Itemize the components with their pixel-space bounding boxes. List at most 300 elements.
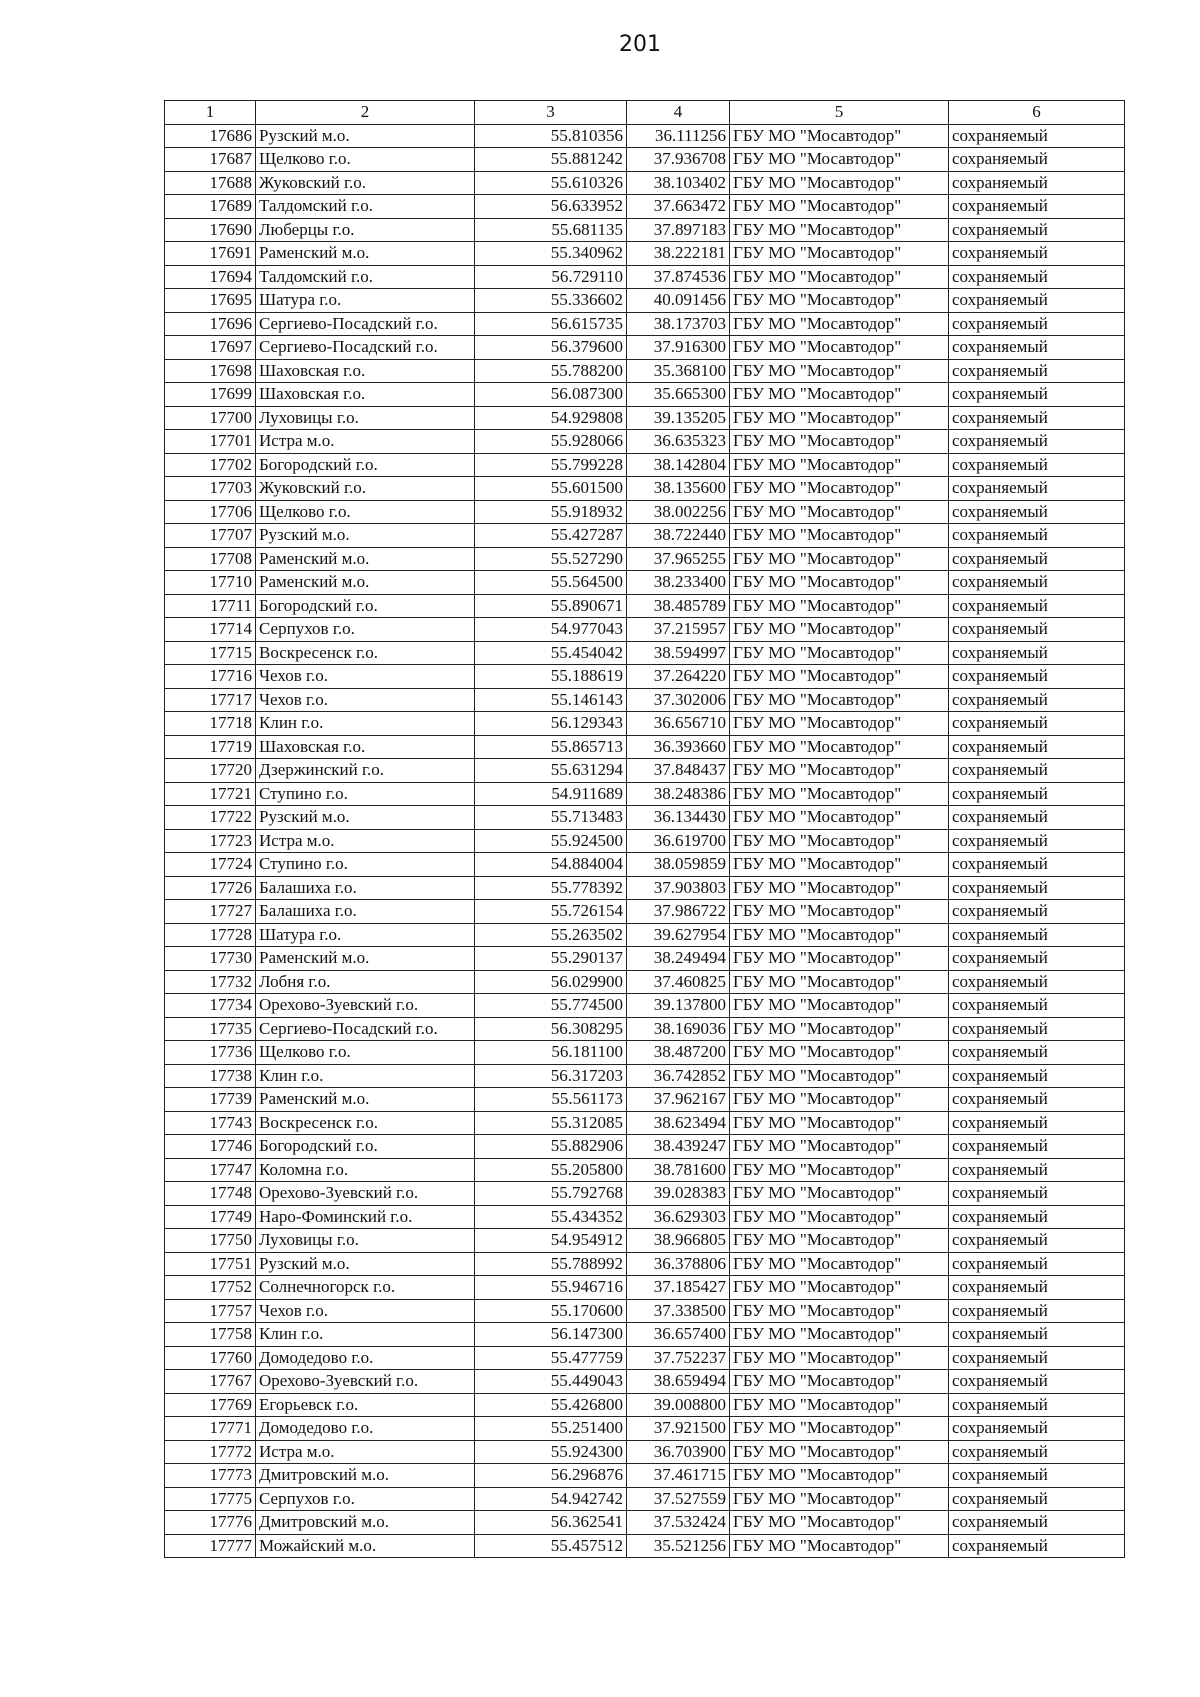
cell-latitude: 55.681135 bbox=[475, 218, 627, 242]
cell-municipality: Балашиха г.о. bbox=[256, 900, 475, 924]
cell-status: сохраняемый bbox=[949, 641, 1125, 665]
cell-longitude: 36.111256 bbox=[627, 124, 730, 148]
cell-organization: ГБУ МО "Мосавтодор" bbox=[730, 1205, 949, 1229]
cell-longitude: 37.903803 bbox=[627, 876, 730, 900]
cell-organization: ГБУ МО "Мосавтодор" bbox=[730, 712, 949, 736]
cell-municipality: Щелково г.о. bbox=[256, 148, 475, 172]
cell-longitude: 38.659494 bbox=[627, 1370, 730, 1394]
cell-status: сохраняемый bbox=[949, 1346, 1125, 1370]
cell-number: 17738 bbox=[165, 1064, 256, 1088]
cell-latitude: 56.181100 bbox=[475, 1041, 627, 1065]
cell-municipality: Сергиево-Посадский г.о. bbox=[256, 336, 475, 360]
cell-longitude: 37.936708 bbox=[627, 148, 730, 172]
cell-status: сохраняемый bbox=[949, 900, 1125, 924]
cell-organization: ГБУ МО "Мосавтодор" bbox=[730, 524, 949, 548]
cell-longitude: 37.663472 bbox=[627, 195, 730, 219]
cell-latitude: 55.263502 bbox=[475, 923, 627, 947]
cell-longitude: 38.487200 bbox=[627, 1041, 730, 1065]
cell-municipality: Шаховская г.о. bbox=[256, 735, 475, 759]
cell-number: 17688 bbox=[165, 171, 256, 195]
cell-status: сохраняемый bbox=[949, 195, 1125, 219]
cell-longitude: 36.657400 bbox=[627, 1323, 730, 1347]
table-row bbox=[165, 782, 1125, 806]
cell-number: 17739 bbox=[165, 1088, 256, 1112]
cell-latitude: 55.924300 bbox=[475, 1440, 627, 1464]
cell-status: сохраняемый bbox=[949, 571, 1125, 595]
cell-municipality: Богородский г.о. bbox=[256, 453, 475, 477]
cell-organization: ГБУ МО "Мосавтодор" bbox=[730, 1111, 949, 1135]
cell-organization: ГБУ МО "Мосавтодор" bbox=[730, 477, 949, 501]
cell-longitude: 37.752237 bbox=[627, 1346, 730, 1370]
cell-number: 17690 bbox=[165, 218, 256, 242]
cell-status: сохраняемый bbox=[949, 336, 1125, 360]
cell-longitude: 36.619700 bbox=[627, 829, 730, 853]
cell-organization: ГБУ МО "Мосавтодор" bbox=[730, 1464, 949, 1488]
cell-organization: ГБУ МО "Мосавтодор" bbox=[730, 1017, 949, 1041]
cell-latitude: 54.977043 bbox=[475, 618, 627, 642]
table-row bbox=[165, 1229, 1125, 1253]
cell-organization: ГБУ МО "Мосавтодор" bbox=[730, 618, 949, 642]
cell-organization: ГБУ МО "Мосавтодор" bbox=[730, 124, 949, 148]
cell-latitude: 55.792768 bbox=[475, 1182, 627, 1206]
cell-organization: ГБУ МО "Мосавтодор" bbox=[730, 876, 949, 900]
cell-organization: ГБУ МО "Мосавтодор" bbox=[730, 1088, 949, 1112]
cell-latitude: 55.205800 bbox=[475, 1158, 627, 1182]
table-row bbox=[165, 665, 1125, 689]
cell-organization: ГБУ МО "Мосавтодор" bbox=[730, 430, 949, 454]
table-row bbox=[165, 359, 1125, 383]
cell-municipality: Клин г.о. bbox=[256, 1323, 475, 1347]
table-header bbox=[165, 101, 1125, 125]
cell-status: сохраняемый bbox=[949, 665, 1125, 689]
cell-latitude: 55.170600 bbox=[475, 1299, 627, 1323]
cell-latitude: 55.865713 bbox=[475, 735, 627, 759]
cell-latitude: 55.457512 bbox=[475, 1534, 627, 1558]
cell-number: 17749 bbox=[165, 1205, 256, 1229]
cell-number: 17775 bbox=[165, 1487, 256, 1511]
cell-municipality: Воскресенск г.о. bbox=[256, 641, 475, 665]
cell-municipality: Луховицы г.о. bbox=[256, 1229, 475, 1253]
cell-number: 17720 bbox=[165, 759, 256, 783]
cell-longitude: 39.008800 bbox=[627, 1393, 730, 1417]
cell-latitude: 55.890671 bbox=[475, 594, 627, 618]
table-row bbox=[165, 312, 1125, 336]
table-row bbox=[165, 735, 1125, 759]
cell-number: 17748 bbox=[165, 1182, 256, 1206]
cell-organization: ГБУ МО "Мосавтодор" bbox=[730, 1534, 949, 1558]
table-row bbox=[165, 923, 1125, 947]
cell-number: 17694 bbox=[165, 265, 256, 289]
cell-latitude: 55.928066 bbox=[475, 430, 627, 454]
cell-latitude: 55.788200 bbox=[475, 359, 627, 383]
cell-latitude: 54.884004 bbox=[475, 853, 627, 877]
cell-number: 17700 bbox=[165, 406, 256, 430]
table-row bbox=[165, 477, 1125, 501]
cell-longitude: 38.169036 bbox=[627, 1017, 730, 1041]
cell-organization: ГБУ МО "Мосавтодор" bbox=[730, 406, 949, 430]
cell-municipality: Шаховская г.о. bbox=[256, 383, 475, 407]
cell-municipality: Рузский м.о. bbox=[256, 806, 475, 830]
cell-number: 17708 bbox=[165, 547, 256, 571]
cell-organization: ГБУ МО "Мосавтодор" bbox=[730, 641, 949, 665]
cell-status: сохраняемый bbox=[949, 242, 1125, 266]
cell-number: 17686 bbox=[165, 124, 256, 148]
cell-latitude: 55.881242 bbox=[475, 148, 627, 172]
table-row bbox=[165, 947, 1125, 971]
cell-longitude: 37.916300 bbox=[627, 336, 730, 360]
table-row bbox=[165, 1417, 1125, 1441]
cell-longitude: 38.966805 bbox=[627, 1229, 730, 1253]
cell-organization: ГБУ МО "Мосавтодор" bbox=[730, 1229, 949, 1253]
cell-status: сохраняемый bbox=[949, 1276, 1125, 1300]
cell-status: сохраняемый bbox=[949, 1323, 1125, 1347]
cell-longitude: 36.393660 bbox=[627, 735, 730, 759]
table-row bbox=[165, 218, 1125, 242]
cell-organization: ГБУ МО "Мосавтодор" bbox=[730, 947, 949, 971]
table-row bbox=[165, 453, 1125, 477]
cell-longitude: 36.134430 bbox=[627, 806, 730, 830]
cell-longitude: 36.656710 bbox=[627, 712, 730, 736]
cell-longitude: 37.461715 bbox=[627, 1464, 730, 1488]
cell-status: сохраняемый bbox=[949, 876, 1125, 900]
cell-status: сохраняемый bbox=[949, 923, 1125, 947]
cell-organization: ГБУ МО "Мосавтодор" bbox=[730, 336, 949, 360]
cell-status: сохраняемый bbox=[949, 1158, 1125, 1182]
table-row bbox=[165, 1299, 1125, 1323]
cell-status: сохраняемый bbox=[949, 853, 1125, 877]
table-row bbox=[165, 383, 1125, 407]
cell-status: сохраняемый bbox=[949, 688, 1125, 712]
header-row bbox=[165, 101, 1125, 125]
cell-status: сохраняемый bbox=[949, 289, 1125, 313]
cell-organization: ГБУ МО "Мосавтодор" bbox=[730, 1370, 949, 1394]
cell-latitude: 55.924500 bbox=[475, 829, 627, 853]
cell-municipality: Домодедово г.о. bbox=[256, 1346, 475, 1370]
cell-number: 17751 bbox=[165, 1252, 256, 1276]
table-row bbox=[165, 1017, 1125, 1041]
table-body bbox=[165, 124, 1125, 1558]
cell-longitude: 36.635323 bbox=[627, 430, 730, 454]
table-row bbox=[165, 594, 1125, 618]
cell-longitude: 38.135600 bbox=[627, 477, 730, 501]
cell-longitude: 37.460825 bbox=[627, 970, 730, 994]
cell-status: сохраняемый bbox=[949, 359, 1125, 383]
cell-organization: ГБУ МО "Мосавтодор" bbox=[730, 312, 949, 336]
cell-status: сохраняемый bbox=[949, 1111, 1125, 1135]
cell-longitude: 39.627954 bbox=[627, 923, 730, 947]
cell-organization: ГБУ МО "Мосавтодор" bbox=[730, 923, 949, 947]
table-row bbox=[165, 829, 1125, 853]
cell-municipality: Луховицы г.о. bbox=[256, 406, 475, 430]
column-header-status: 6 bbox=[949, 101, 1125, 125]
cell-latitude: 56.633952 bbox=[475, 195, 627, 219]
cell-longitude: 36.742852 bbox=[627, 1064, 730, 1088]
cell-organization: ГБУ МО "Мосавтодор" bbox=[730, 829, 949, 853]
table-row bbox=[165, 195, 1125, 219]
table-row bbox=[165, 430, 1125, 454]
cell-number: 17743 bbox=[165, 1111, 256, 1135]
cell-number: 17750 bbox=[165, 1229, 256, 1253]
cell-latitude: 55.290137 bbox=[475, 947, 627, 971]
table-row bbox=[165, 1111, 1125, 1135]
cell-number: 17695 bbox=[165, 289, 256, 313]
cell-longitude: 36.378806 bbox=[627, 1252, 730, 1276]
cell-number: 17727 bbox=[165, 900, 256, 924]
table-row bbox=[165, 1440, 1125, 1464]
cell-latitude: 55.564500 bbox=[475, 571, 627, 595]
cell-municipality: Лобня г.о. bbox=[256, 970, 475, 994]
table-row bbox=[165, 1323, 1125, 1347]
cell-municipality: Коломна г.о. bbox=[256, 1158, 475, 1182]
cell-number: 17698 bbox=[165, 359, 256, 383]
cell-status: сохраняемый bbox=[949, 806, 1125, 830]
cell-longitude: 37.986722 bbox=[627, 900, 730, 924]
cell-organization: ГБУ МО "Мосавтодор" bbox=[730, 900, 949, 924]
cell-longitude: 36.629303 bbox=[627, 1205, 730, 1229]
cell-status: сохраняемый bbox=[949, 124, 1125, 148]
cell-organization: ГБУ МО "Мосавтодор" bbox=[730, 688, 949, 712]
cell-organization: ГБУ МО "Мосавтодор" bbox=[730, 1135, 949, 1159]
cell-municipality: Богородский г.о. bbox=[256, 1135, 475, 1159]
cell-number: 17699 bbox=[165, 383, 256, 407]
cell-municipality: Раменский м.о. bbox=[256, 547, 475, 571]
cell-status: сохраняемый bbox=[949, 1064, 1125, 1088]
cell-longitude: 38.781600 bbox=[627, 1158, 730, 1182]
table-row bbox=[165, 688, 1125, 712]
cell-longitude: 37.965255 bbox=[627, 547, 730, 571]
cell-latitude: 55.726154 bbox=[475, 900, 627, 924]
table-row bbox=[165, 618, 1125, 642]
column-header-latitude: 3 bbox=[475, 101, 627, 125]
cell-municipality: Ступино г.о. bbox=[256, 782, 475, 806]
cell-status: сохраняемый bbox=[949, 148, 1125, 172]
cell-municipality: Серпухов г.о. bbox=[256, 618, 475, 642]
cell-organization: ГБУ МО "Мосавтодор" bbox=[730, 171, 949, 195]
cell-status: сохраняемый bbox=[949, 994, 1125, 1018]
cell-status: сохраняемый bbox=[949, 500, 1125, 524]
table-row bbox=[165, 500, 1125, 524]
cell-number: 17724 bbox=[165, 853, 256, 877]
cell-longitude: 37.215957 bbox=[627, 618, 730, 642]
cell-status: сохраняемый bbox=[949, 1252, 1125, 1276]
table-row bbox=[165, 806, 1125, 830]
cell-organization: ГБУ МО "Мосавтодор" bbox=[730, 782, 949, 806]
cell-longitude: 39.137800 bbox=[627, 994, 730, 1018]
cell-latitude: 54.911689 bbox=[475, 782, 627, 806]
cell-status: сохраняемый bbox=[949, 1299, 1125, 1323]
cell-status: сохраняемый bbox=[949, 1534, 1125, 1558]
cell-number: 17734 bbox=[165, 994, 256, 1018]
cell-number: 17718 bbox=[165, 712, 256, 736]
cell-number: 17715 bbox=[165, 641, 256, 665]
cell-status: сохраняемый bbox=[949, 1041, 1125, 1065]
cell-latitude: 55.427287 bbox=[475, 524, 627, 548]
cell-number: 17730 bbox=[165, 947, 256, 971]
cell-municipality: Воскресенск г.о. bbox=[256, 1111, 475, 1135]
cell-longitude: 37.527559 bbox=[627, 1487, 730, 1511]
cell-longitude: 38.059859 bbox=[627, 853, 730, 877]
cell-latitude: 55.188619 bbox=[475, 665, 627, 689]
cell-municipality: Дмитровский м.о. bbox=[256, 1464, 475, 1488]
cell-latitude: 55.799228 bbox=[475, 453, 627, 477]
cell-organization: ГБУ МО "Мосавтодор" bbox=[730, 1252, 949, 1276]
cell-municipality: Шатура г.о. bbox=[256, 289, 475, 313]
cell-latitude: 56.147300 bbox=[475, 1323, 627, 1347]
table-row bbox=[165, 1041, 1125, 1065]
cell-latitude: 54.954912 bbox=[475, 1229, 627, 1253]
cell-longitude: 37.848437 bbox=[627, 759, 730, 783]
cell-organization: ГБУ МО "Мосавтодор" bbox=[730, 853, 949, 877]
cell-number: 17706 bbox=[165, 500, 256, 524]
cell-organization: ГБУ МО "Мосавтодор" bbox=[730, 1182, 949, 1206]
cell-municipality: Раменский м.о. bbox=[256, 947, 475, 971]
cell-organization: ГБУ МО "Мосавтодор" bbox=[730, 994, 949, 1018]
cell-status: сохраняемый bbox=[949, 430, 1125, 454]
cell-organization: ГБУ МО "Мосавтодор" bbox=[730, 148, 949, 172]
cell-status: сохраняемый bbox=[949, 829, 1125, 853]
cell-status: сохраняемый bbox=[949, 1229, 1125, 1253]
cell-organization: ГБУ МО "Мосавтодор" bbox=[730, 1064, 949, 1088]
cell-municipality: Рузский м.о. bbox=[256, 124, 475, 148]
cell-longitude: 35.521256 bbox=[627, 1534, 730, 1558]
cell-longitude: 37.921500 bbox=[627, 1417, 730, 1441]
cell-number: 17752 bbox=[165, 1276, 256, 1300]
cell-longitude: 38.439247 bbox=[627, 1135, 730, 1159]
cell-organization: ГБУ МО "Мосавтодор" bbox=[730, 1276, 949, 1300]
cell-organization: ГБУ МО "Мосавтодор" bbox=[730, 218, 949, 242]
cell-longitude: 38.485789 bbox=[627, 594, 730, 618]
cell-organization: ГБУ МО "Мосавтодор" bbox=[730, 1041, 949, 1065]
cell-longitude: 39.028383 bbox=[627, 1182, 730, 1206]
cell-latitude: 55.774500 bbox=[475, 994, 627, 1018]
cell-municipality: Орехово-Зуевский г.о. bbox=[256, 1370, 475, 1394]
cell-status: сохраняемый bbox=[949, 970, 1125, 994]
cell-number: 17728 bbox=[165, 923, 256, 947]
registry-table bbox=[164, 100, 1125, 1558]
cell-latitude: 55.146143 bbox=[475, 688, 627, 712]
cell-organization: ГБУ МО "Мосавтодор" bbox=[730, 759, 949, 783]
cell-number: 17735 bbox=[165, 1017, 256, 1041]
cell-number: 17719 bbox=[165, 735, 256, 759]
cell-latitude: 55.601500 bbox=[475, 477, 627, 501]
cell-organization: ГБУ МО "Мосавтодор" bbox=[730, 1511, 949, 1535]
cell-municipality: Дзержинский г.о. bbox=[256, 759, 475, 783]
cell-number: 17723 bbox=[165, 829, 256, 853]
table-row bbox=[165, 853, 1125, 877]
cell-municipality: Сергиево-Посадский г.о. bbox=[256, 1017, 475, 1041]
table-row bbox=[165, 1252, 1125, 1276]
cell-organization: ГБУ МО "Мосавтодор" bbox=[730, 547, 949, 571]
cell-municipality: Жуковский г.о. bbox=[256, 477, 475, 501]
cell-latitude: 55.434352 bbox=[475, 1205, 627, 1229]
cell-organization: ГБУ МО "Мосавтодор" bbox=[730, 665, 949, 689]
cell-latitude: 55.454042 bbox=[475, 641, 627, 665]
cell-status: сохраняемый bbox=[949, 618, 1125, 642]
cell-latitude: 55.312085 bbox=[475, 1111, 627, 1135]
cell-longitude: 40.091456 bbox=[627, 289, 730, 313]
cell-latitude: 56.317203 bbox=[475, 1064, 627, 1088]
cell-status: сохраняемый bbox=[949, 218, 1125, 242]
cell-number: 17721 bbox=[165, 782, 256, 806]
cell-status: сохраняемый bbox=[949, 712, 1125, 736]
cell-number: 17716 bbox=[165, 665, 256, 689]
cell-municipality: Рузский м.о. bbox=[256, 524, 475, 548]
cell-status: сохраняемый bbox=[949, 1017, 1125, 1041]
cell-number: 17771 bbox=[165, 1417, 256, 1441]
cell-latitude: 55.251400 bbox=[475, 1417, 627, 1441]
cell-municipality: Жуковский г.о. bbox=[256, 171, 475, 195]
cell-latitude: 56.729110 bbox=[475, 265, 627, 289]
table-row bbox=[165, 148, 1125, 172]
cell-municipality: Балашиха г.о. bbox=[256, 876, 475, 900]
cell-status: сохраняемый bbox=[949, 1135, 1125, 1159]
cell-municipality: Домодедово г.о. bbox=[256, 1417, 475, 1441]
table-row bbox=[165, 406, 1125, 430]
cell-latitude: 55.788992 bbox=[475, 1252, 627, 1276]
cell-latitude: 54.942742 bbox=[475, 1487, 627, 1511]
cell-municipality: Раменский м.о. bbox=[256, 242, 475, 266]
table-row bbox=[165, 124, 1125, 148]
cell-number: 17746 bbox=[165, 1135, 256, 1159]
column-header-number: 1 bbox=[165, 101, 256, 125]
table-row bbox=[165, 1370, 1125, 1394]
cell-latitude: 55.527290 bbox=[475, 547, 627, 571]
cell-number: 17757 bbox=[165, 1299, 256, 1323]
cell-latitude: 56.029900 bbox=[475, 970, 627, 994]
cell-latitude: 55.340962 bbox=[475, 242, 627, 266]
cell-latitude: 55.810356 bbox=[475, 124, 627, 148]
cell-status: сохраняемый bbox=[949, 782, 1125, 806]
cell-organization: ГБУ МО "Мосавтодор" bbox=[730, 265, 949, 289]
cell-municipality: Талдомский г.о. bbox=[256, 195, 475, 219]
cell-longitude: 37.897183 bbox=[627, 218, 730, 242]
cell-status: сохраняемый bbox=[949, 406, 1125, 430]
cell-organization: ГБУ МО "Мосавтодор" bbox=[730, 806, 949, 830]
cell-number: 17717 bbox=[165, 688, 256, 712]
cell-status: сохраняемый bbox=[949, 453, 1125, 477]
cell-organization: ГБУ МО "Мосавтодор" bbox=[730, 500, 949, 524]
cell-status: сохраняемый bbox=[949, 524, 1125, 548]
cell-municipality: Орехово-Зуевский г.о. bbox=[256, 994, 475, 1018]
cell-latitude: 56.362541 bbox=[475, 1511, 627, 1535]
cell-latitude: 56.308295 bbox=[475, 1017, 627, 1041]
table-row bbox=[165, 265, 1125, 289]
cell-municipality: Шатура г.о. bbox=[256, 923, 475, 947]
cell-municipality: Солнечногорск г.о. bbox=[256, 1276, 475, 1300]
cell-municipality: Сергиево-Посадский г.о. bbox=[256, 312, 475, 336]
cell-number: 17697 bbox=[165, 336, 256, 360]
cell-municipality: Наро-Фоминский г.о. bbox=[256, 1205, 475, 1229]
cell-longitude: 37.532424 bbox=[627, 1511, 730, 1535]
cell-number: 17732 bbox=[165, 970, 256, 994]
cell-organization: ГБУ МО "Мосавтодор" bbox=[730, 1299, 949, 1323]
cell-latitude: 54.929808 bbox=[475, 406, 627, 430]
cell-longitude: 37.338500 bbox=[627, 1299, 730, 1323]
cell-longitude: 38.103402 bbox=[627, 171, 730, 195]
cell-latitude: 56.087300 bbox=[475, 383, 627, 407]
cell-status: сохраняемый bbox=[949, 477, 1125, 501]
table-row bbox=[165, 1158, 1125, 1182]
cell-number: 17689 bbox=[165, 195, 256, 219]
cell-status: сохраняемый bbox=[949, 171, 1125, 195]
cell-status: сохраняемый bbox=[949, 1088, 1125, 1112]
cell-municipality: Талдомский г.о. bbox=[256, 265, 475, 289]
cell-longitude: 36.703900 bbox=[627, 1440, 730, 1464]
cell-longitude: 38.002256 bbox=[627, 500, 730, 524]
cell-latitude: 56.615735 bbox=[475, 312, 627, 336]
cell-number: 17703 bbox=[165, 477, 256, 501]
cell-latitude: 55.882906 bbox=[475, 1135, 627, 1159]
